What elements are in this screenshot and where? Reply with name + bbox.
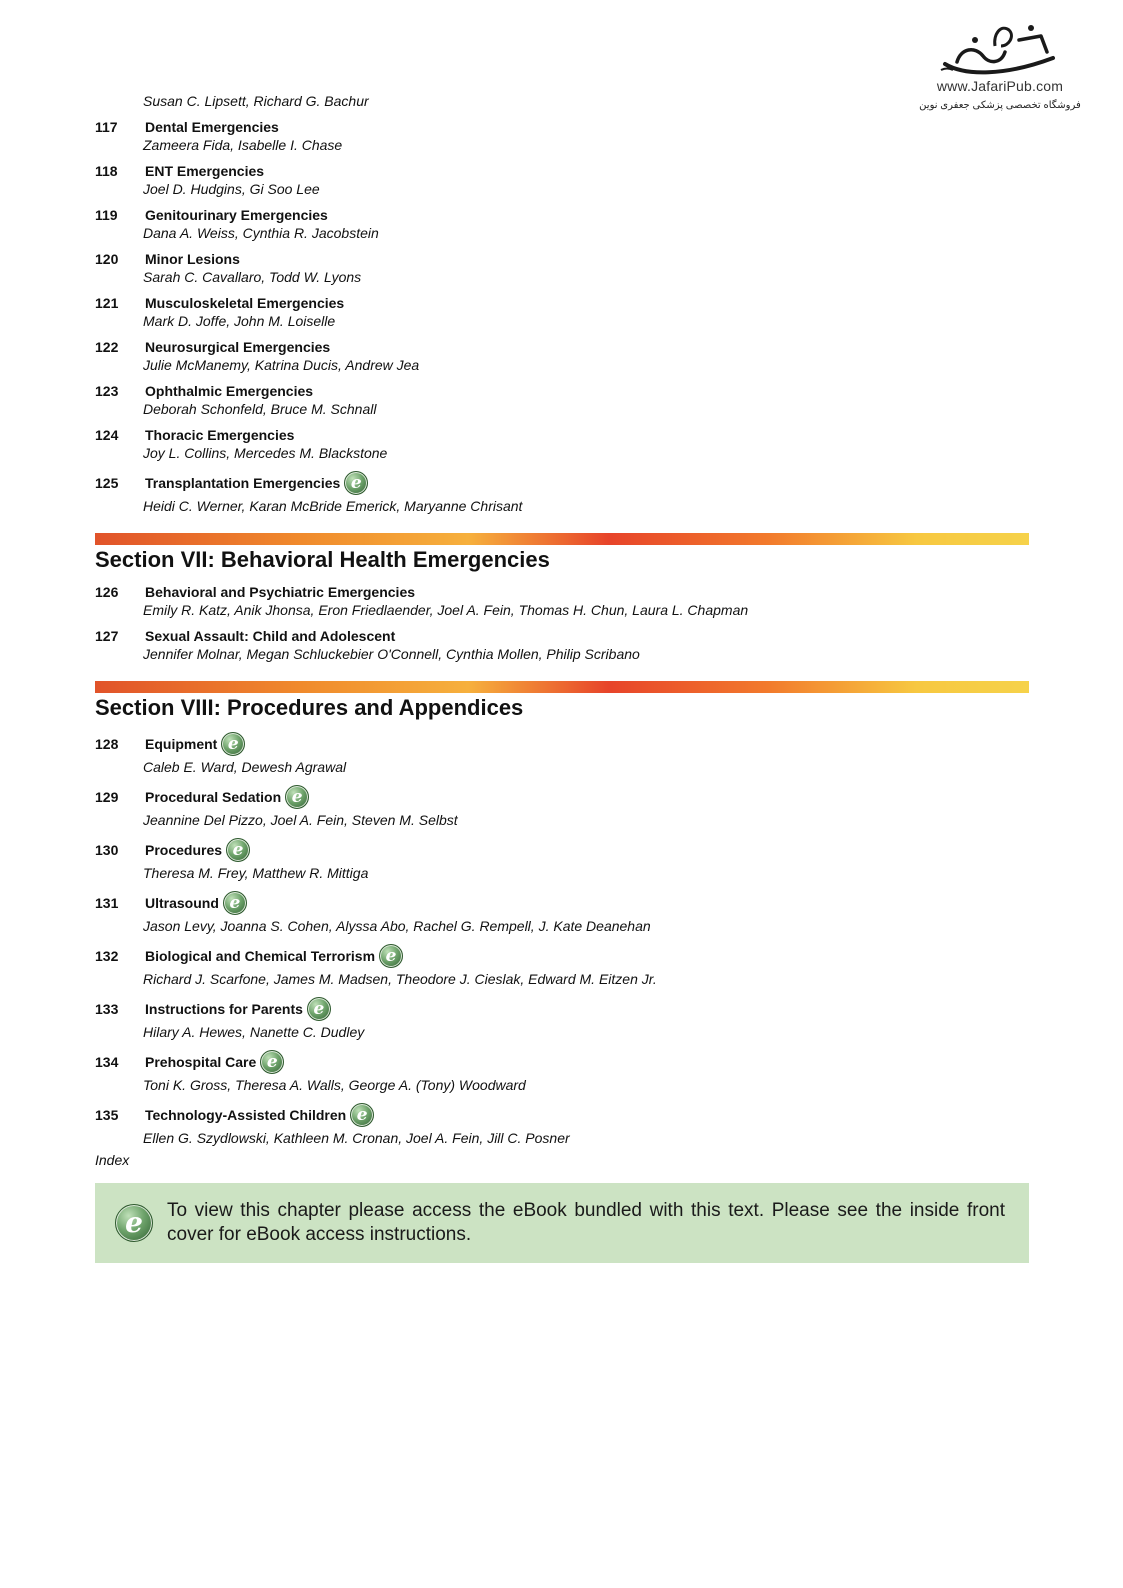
chapter-authors: Deborah Schonfeld, Bruce M. Schnall xyxy=(143,401,377,417)
toc-entry[interactable] xyxy=(95,627,1029,663)
chapter-number: 132 xyxy=(95,948,119,964)
previous-chapter-authors: Susan C. Lipsett, Richard G. Bachur xyxy=(143,93,369,109)
chapter-authors: Hilary A. Hewes, Nanette C. Dudley xyxy=(143,1024,365,1040)
toc-entry-heading xyxy=(95,426,1029,444)
chapter-title[interactable]: Dental Emergencies xyxy=(145,119,279,135)
chapter-number: 127 xyxy=(95,628,119,644)
chapter-number: 124 xyxy=(95,427,119,443)
section8-entry-list xyxy=(95,731,1029,1147)
toc-entry[interactable] xyxy=(95,118,1029,154)
toc-entry-heading xyxy=(95,162,1029,180)
calligraphy-logo-icon xyxy=(935,18,1065,80)
section-divider-bar xyxy=(95,681,1029,693)
chapter-title[interactable]: Genitourinary Emergencies xyxy=(145,207,328,223)
toc-entry-heading xyxy=(95,250,1029,268)
toc-entry[interactable] xyxy=(95,426,1029,462)
toc-entry[interactable] xyxy=(95,784,1029,829)
ebook-icon: e xyxy=(221,732,245,756)
ebook-icon: e xyxy=(260,1050,284,1074)
chapter-title[interactable]: Neurosurgical Emergencies xyxy=(145,339,331,355)
chapter-authors: Joel D. Hudgins, Gi Soo Lee xyxy=(143,181,320,197)
chapter-authors: Sarah C. Cavallaro, Todd W. Lyons xyxy=(143,269,362,285)
chapter-number: 135 xyxy=(95,1107,119,1123)
toc-entry[interactable] xyxy=(95,731,1029,776)
toc-entry-heading xyxy=(95,294,1029,312)
chapter-title[interactable]: Procedures xyxy=(145,842,223,858)
chapter-number: 131 xyxy=(95,895,119,911)
chapter-number: 121 xyxy=(95,295,119,311)
index-label: Index xyxy=(95,1152,130,1168)
chapter-title[interactable]: Technology-Assisted Children xyxy=(145,1107,347,1123)
toc-entry-heading xyxy=(95,382,1029,400)
chapter-authors: Zameera Fida, Isabelle I. Chase xyxy=(143,137,343,153)
ebook-icon: e xyxy=(226,838,250,862)
chapter-number: 119 xyxy=(95,207,118,223)
toc-entry-heading xyxy=(95,627,1029,645)
chapter-authors: Theresa M. Frey, Matthew R. Mittiga xyxy=(143,865,369,881)
chapter-title[interactable]: Prehospital Care xyxy=(145,1054,257,1070)
chapter-number: 123 xyxy=(95,383,119,399)
chapter-title[interactable]: Ultrasound xyxy=(145,895,219,911)
chapter-number: 120 xyxy=(95,251,119,267)
toc-entry[interactable] xyxy=(95,206,1029,242)
chapter-title[interactable]: Instructions for Parents xyxy=(145,1001,303,1017)
toc-entry-heading xyxy=(95,784,1029,810)
chapter-title[interactable]: Sexual Assault: Child and Adolescent xyxy=(145,628,396,644)
section7-entry-list xyxy=(95,583,1029,663)
chapter-number: 125 xyxy=(95,475,119,491)
chapter-authors: Ellen G. Szydlowski, Kathleen M. Cronan, Joel A. Fein, Jill C. Posner xyxy=(143,1130,570,1146)
table-of-contents xyxy=(95,92,1029,1263)
toc-entry-heading xyxy=(95,338,1029,356)
chapter-authors: Caleb E. Ward, Dewesh Agrawal xyxy=(143,759,347,775)
toc-entry[interactable] xyxy=(95,583,1029,619)
chapter-number: 129 xyxy=(95,789,119,805)
chapter-number: 130 xyxy=(95,842,119,858)
toc-entry-heading xyxy=(95,837,1029,863)
section-divider-bar xyxy=(95,533,1029,545)
chapter-authors: Jeannine Del Pizzo, Joel A. Fein, Steven M. Selbst xyxy=(143,812,458,828)
toc-entry-heading xyxy=(95,731,1029,757)
toc-entry[interactable] xyxy=(95,1049,1029,1094)
ebook-icon: e xyxy=(223,891,247,915)
toc-entry[interactable] xyxy=(95,996,1029,1041)
chapter-title[interactable]: Transplantation Emergencies xyxy=(145,475,341,491)
ebook-icon: e xyxy=(350,1103,374,1127)
chapter-authors: Emily R. Katz, Anik Jhonsa, Eron Friedlaender, Joel A. Fein, Thomas H. Chun, Laura L. Chapman xyxy=(143,602,749,618)
chapter-authors: Richard J. Scarfone, James M. Madsen, Theodore J. Cieslak, Edward M. Eitzen Jr. xyxy=(143,971,657,987)
ebook-icon: e xyxy=(115,1204,153,1242)
chapter-number: 118 xyxy=(95,163,118,179)
chapter-authors: Joy L. Collins, Mercedes M. Blackstone xyxy=(143,445,388,461)
chapter-authors: Jason Levy, Joanna S. Cohen, Alyssa Abo, Rachel G. Rempell, J. Kate Deanehan xyxy=(143,918,651,934)
chapter-authors: Jennifer Molnar, Megan Schluckebier O'Connell, Cynthia Mollen, Philip Scribano xyxy=(143,646,640,662)
chapter-number: 126 xyxy=(95,584,119,600)
chapter-title[interactable]: Procedural Sedation xyxy=(145,789,282,805)
ebook-icon: e xyxy=(344,471,368,495)
ebook-notice-box xyxy=(95,1183,1029,1263)
logo-tagline: فروشگاه تخصصی پزشکی جعفری نوین xyxy=(919,100,1081,111)
toc-entry[interactable] xyxy=(95,250,1029,286)
section6-entry-list xyxy=(95,118,1029,515)
toc-entry-heading xyxy=(95,583,1029,601)
logo-url: www.JafariPub.com xyxy=(936,78,1064,94)
toc-entry[interactable] xyxy=(95,1102,1029,1147)
ebook-notice-text: To view this chapter please access the eBook bundled with this text. Please see the inside front cover for eBook access instructions. xyxy=(167,1200,1005,1245)
toc-entry[interactable] xyxy=(95,162,1029,198)
toc-entry[interactable] xyxy=(95,890,1029,935)
ebook-icon: e xyxy=(307,997,331,1021)
toc-entry[interactable] xyxy=(95,470,1029,515)
ebook-icon: e xyxy=(379,944,403,968)
chapter-number: 117 xyxy=(95,119,118,135)
toc-entry[interactable] xyxy=(95,294,1029,330)
toc-entry-heading xyxy=(95,890,1029,916)
chapter-authors: Dana A. Weiss, Cynthia R. Jacobstein xyxy=(143,225,379,241)
toc-entry[interactable] xyxy=(95,837,1029,882)
chapter-number: 128 xyxy=(95,736,119,752)
chapter-title[interactable]: Equipment xyxy=(145,736,218,752)
toc-entry-heading xyxy=(95,996,1029,1022)
ebook-icon: e xyxy=(285,785,309,809)
chapter-title[interactable]: Thoracic Emergencies xyxy=(145,427,295,443)
chapter-title[interactable]: Minor Lesions xyxy=(145,251,240,267)
toc-entry[interactable] xyxy=(95,382,1029,418)
section8-title: Section VIII: Procedures and Appendices xyxy=(95,695,524,720)
toc-entry-heading xyxy=(95,943,1029,969)
chapter-title[interactable]: Biological and Chemical Terrorism xyxy=(145,948,376,964)
toc-entry[interactable] xyxy=(95,943,1029,988)
toc-entry-heading xyxy=(95,470,1029,496)
chapter-title[interactable]: ENT Emergencies xyxy=(145,163,265,179)
chapter-number: 133 xyxy=(95,1001,119,1017)
toc-entry-heading xyxy=(95,1049,1029,1075)
chapter-authors: Julie McManemy, Katrina Ducis, Andrew Jea xyxy=(143,357,420,373)
chapter-number: 134 xyxy=(95,1054,119,1070)
toc-entry-heading xyxy=(95,118,1029,136)
chapter-authors: Mark D. Joffe, John M. Loiselle xyxy=(143,313,336,329)
chapter-number: 122 xyxy=(95,339,119,355)
chapter-title[interactable]: Musculoskeletal Emergencies xyxy=(145,295,345,311)
chapter-title[interactable]: Behavioral and Psychiatric Emergencies xyxy=(145,584,416,600)
toc-entry-heading xyxy=(95,1102,1029,1128)
chapter-authors: Heidi C. Werner, Karan McBride Emerick, Maryanne Chrisant xyxy=(143,498,523,514)
section7-title: Section VII: Behavioral Health Emergencies xyxy=(95,547,550,572)
toc-entry-heading xyxy=(95,206,1029,224)
chapter-authors: Toni K. Gross, Theresa A. Walls, George A. (Tony) Woodward xyxy=(143,1077,526,1093)
toc-entry[interactable] xyxy=(95,338,1029,374)
chapter-title[interactable]: Ophthalmic Emergencies xyxy=(145,383,314,399)
